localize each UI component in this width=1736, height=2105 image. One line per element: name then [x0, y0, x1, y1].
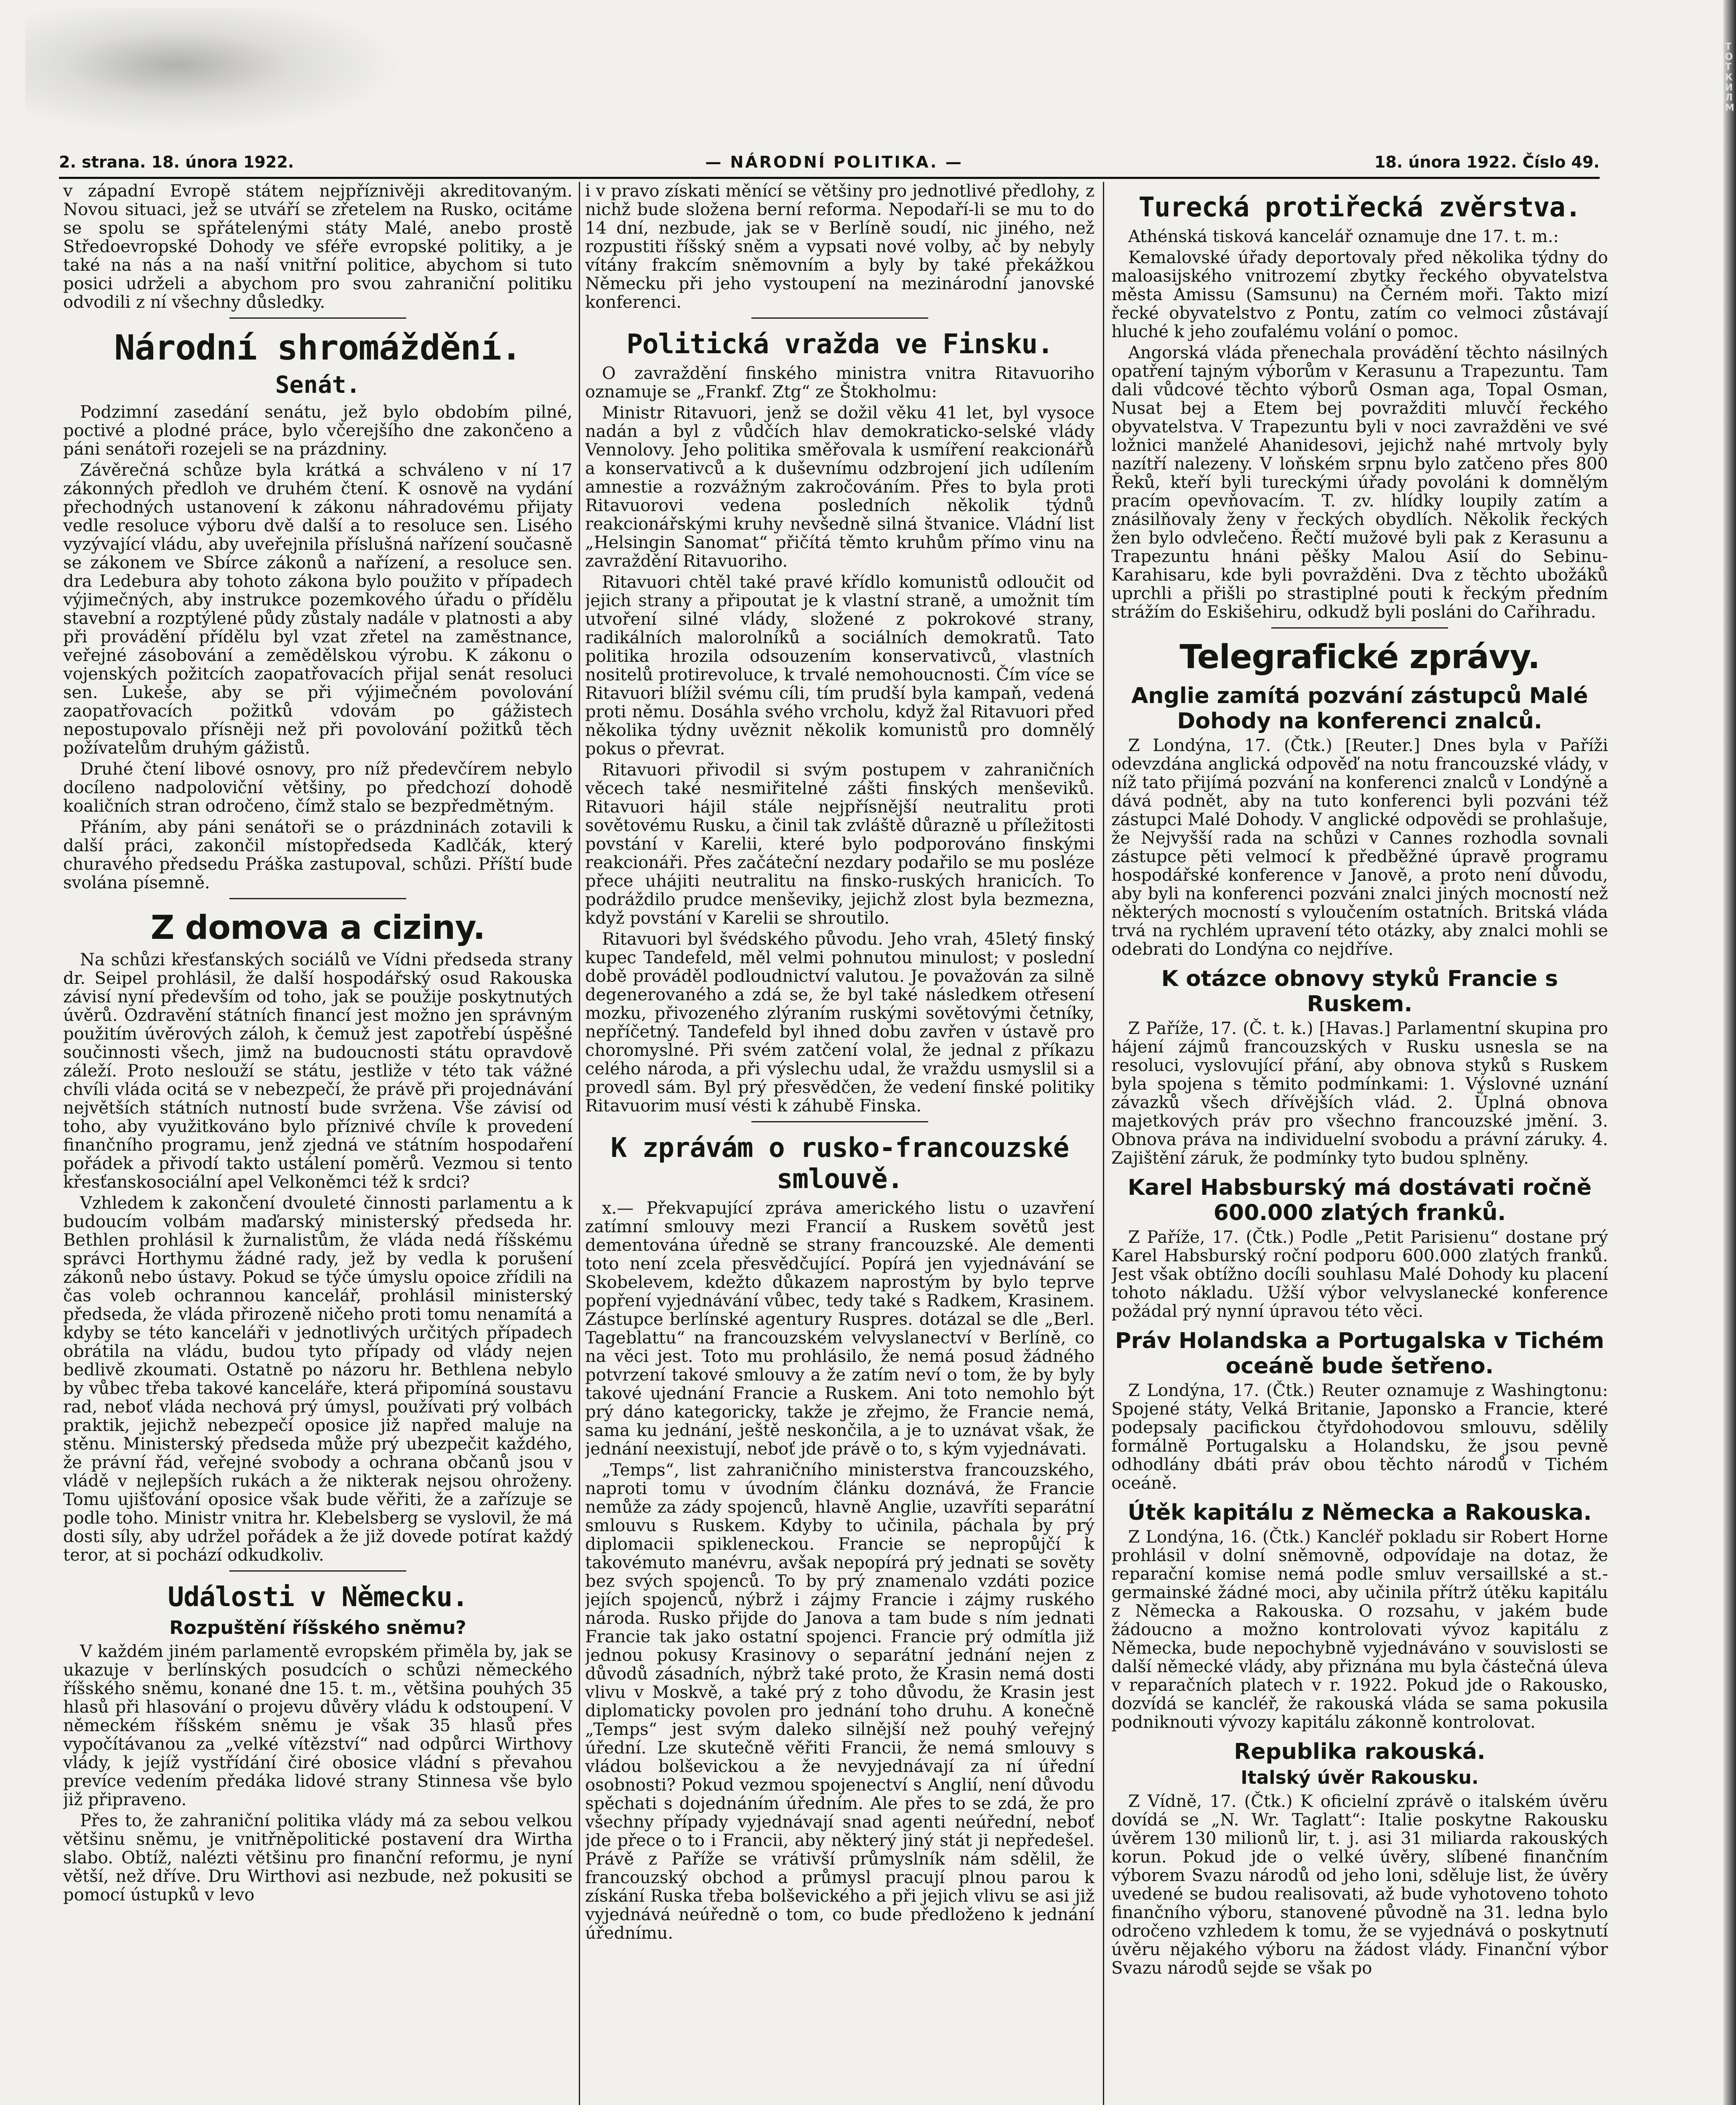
article-paragraph: i v pravo získati měnící se většiny pro jednotlivé předlohy, z nichž bude složena berní reforma. Nepodaří-li se mu to do 14 dní, nezbude, jak se v Berlíně soudí, nic jiného, než rozpustiti říšský sněm a vypsati nové volby, ač by nebyly vítány frakcím sněmovním a byly by také překážkou Německu při jeho vystoupení na mezinárodní janovské konferenci. — [585, 182, 1094, 312]
article-paragraph: Ritavuori byl švédského původu. Jeho vrah, 45letý finský kupec Tandefeld, měl velmi pohnutou minulost; v poslední době prováděl podloudnictví valutou. Je považován za silně degenerovaného a zdá se, že byl také následkem otřesení mozku, přivozeného zlýraním ruskými sovětovými četníky, nepříčetný. Tandefeld byl ihned dobu zavřen v ústavě pro choromyslné. Při svém zatčení volal, že jednal z příkazu celého národa, a při výslechu udal, že vraždu usmyslil si a provedl sám. Byl prý přesvědčen, že vedení finské politiky Ritavuorim musí vésti k záhubě Finska. — [585, 930, 1094, 1116]
article-paragraph: Na schůzi křesťanských sociálů ve Vídni předseda strany dr. Seipel prohlásil, že další hospodářský osud Rakouska závisí nyní především od toho, jak se použije poskytnutých úvěrů. Ozdravění státních financí jest možno jen správným použitím úvěrových záloh, k čemuž jest zapotřebí úspěšné součinnosti všech, jimž na budoucnosti státu opravdově záleží. Proto neslouží se státu, jestliže v této tak vážné chvíli vláda ocitá se v nebezpečí, že právě při projednávání největších státních nutností bude svržena. Vše závisí od toho, aby využitkováno bylo příznivé chvíle k provedení finančního programu, jenž zjedná ve státním hospodaření pořádek a přivodí takto ustálení poměrů. Vezmou si tento křesťanskosociální apel Velkoněmci též k srdci? — [63, 950, 572, 1192]
subheading: Rozpuštění říšského sněmu? — [169, 1617, 466, 1639]
column-3 — [1111, 182, 1608, 2105]
article-paragraph: Z Vídně, 17. (Čtk.) K oficielní zprávě o italském úvěru dovídá se „N. Wr. Taglatt“: Italie poskytne Rakousku úvěrem 130 milionů lir, t. j. asi 31 miliarda rakouských korun. Pokud jde o velké úvěry, slíbené finančním výborem Svazu národů od jeho loni, sděluje list, že úvěry uvedené se budou realisovati, až bude vyhotoveno tohoto finančního výboru, stanovené původně na 31. ledna bylo odročeno vzhledem k tomu, že se vyjednává o poskytnutí úvěru nějakého výboru na žádost vlády. Finanční výbor Svazu národů sejde se však po — [1111, 1792, 1608, 1978]
article-paragraph: Závěrečná schůze byla krátká a schváleno v ní 17 zákonných předloh ve druhém čtení. K osnově na vydání přechodných ustanovení k zákonu náhradovému přijaty vedle resoluce výboru dvě další a to resoluce sen. Lisého vyzývající vládu, aby uveřejnila příslušná nařízení současně se zákonem ve Sbírce zákonů a nařízení, a resoluce sen. dra Ledebura aby tohoto zákona bylo použito v případech výjimečných, aby instrukce pozemkového úřadu o přídělu stavební a rozptýlené půdy zůstaly nadále v platnosti a aby při provádění přídělu byl vzat zřetel na zaměstnance, veřejné zásobování a zemědělskou výrobu. K zákonu o vojenských požitcích zaopatřovacích přijal senát resoluci sen. Lukeše, aby se při výjimečném povolování zaopatřovacích požitků vdovám po gážistech nepostupovalo přísněji než při povolování požitků těch požívatelům druhým gážistů. — [63, 461, 572, 758]
article-paragraph: O zavraždění finského ministra vnitra Ritavuoriho oznamuje se „Frankf. Ztg“ ze Štokholmu: — [585, 364, 1094, 402]
divider — [751, 317, 928, 319]
header-right: 18. února 1922. Číslo 49. — [1374, 153, 1600, 171]
section-heading: Turecká protiřecká zvěrstva. — [1138, 192, 1581, 223]
page-edge — [1723, 0, 1736, 2105]
article-paragraph: Z Londýna, 17. (Čtk.) [Reuter.] Dnes byla v Paříži odevzdána anglická odpověď na notu francouzské vlády, v níž tato přijímá pozvání na konferenci znalců v Londýně a dává podnět, aby na tuto konferenci byli pozváni též zástupci Malé Dohody. V anglické odpovědi se prohlašuje, že Nejvyšší rada na schůzi v Cannes rozhodla sovnali zástupce pěti velmocí k předběžné úpravě programu hospodářské konference v Janově, a proto není důvodu, aby byli na konferenci pozváni znalci jiných mocností než některých mocností s vyloučením ostatních. Britská vláda trvá na rychlém upravení této otázky, aby znalci mohli se odebrati do Londýna co nejdříve. — [1111, 736, 1608, 959]
section-heading: Z domova a ciziny. — [150, 909, 485, 947]
article-paragraph: Druhé čtení libové osnovy, pro níž předevčírem nebylo docíleno nadpoloviční většiny, po předchozí dohodě koaličních stran odročeno, čímž stalo se bezpředmětným. — [63, 759, 572, 816]
column-divider — [1103, 182, 1104, 2105]
divider — [751, 1121, 928, 1122]
article-paragraph: Z Paříže, 17. (Čtk.) Podle „Petit Parisienu“ dostane prý Karel Habsburský roční podporu 600.000 zlatých franků. Jest však obtížno docíli souhlasu Malé Dohody ku placení tohoto nákladu. Užší výbor velvyslanecké konference požádal prý nynní úpravou této věci. — [1111, 1228, 1608, 1321]
article-paragraph: Přes to, že zahraniční politika vlády má za sebou velkou většinu sněmu, je vnitřněpolitické postavení dra Wirtha slabo. Obtíž, nalézti většinu pro finanční reformu, je nyní větší, než dříve. Dru Wirthovi asi nezbude, než pokusiti se pomocí ústupků v levo — [63, 1811, 572, 1905]
subheading: K otázce obnovy styků Francie s Ruskem. — [1161, 966, 1558, 1017]
article-paragraph: Z Paříže, 17. (Č. t. k.) [Havas.] Parlamentní skupina pro hájení zájmů francouzských v Rusku usnesla se na resoluci, vyslovující přání, aby obnova styků s Ruskem byla spojena s těmito podmínkami: 1. Výslovné uznání závazků všech dřívějších vlád. 2. Úplná obnova majetkových práv pro všechno francouzské jmění. 3. Obnova práva na individuelní svobodu a právní záruky. 4. Zajištění záruk, že podmínky tyto budou splněny. — [1111, 1019, 1608, 1168]
section-heading: Národní shromáždění. — [114, 328, 522, 368]
divider — [229, 317, 406, 319]
edge-text: ТОТКИЛМ — [1725, 42, 1734, 114]
subheading: Karel Habsburský má dostávati ročně 600.000 zlatých franků. — [1128, 1175, 1592, 1226]
section-heading: Politická vražda ve Finsku. — [626, 329, 1053, 360]
article-paragraph: Ritavuori přivodil si svým postupem v zahraničních věcech také nesmiřitelné zášti finských menševiků. Ritavuori hájil stále nejpřísnější neutralitu proti sovětovému Rusku, a činil tak zvláště důrazně u příležitosti povstání v Karelii, které bylo podporováno finskými reakcionáři. Přes začáteční nezdary podařilo se mu posléze přece uhájiti neutralitu na finsko-ruských hranicích. To podráždilo prudce menševiky, jejichž zlost byla bezmezna, když povstání v Karelii se shroutilo. — [585, 760, 1094, 928]
section-heading: Události v Německu. — [168, 1582, 468, 1613]
paper-stain — [25, 8, 404, 135]
article-paragraph: Přáním, aby páni senátoři se o prázdninách zotavili k další práci, zakončil místopředseda Kadlčák, který churavého předsedu Práška zastupoval, schůzi. Příští bude svolána písemně. — [63, 818, 572, 893]
article-paragraph: Podzimní zasedání senátu, jež bylo obdobím pilné, poctivé a plodné práce, bylo včerejšího dne zakončeno a páni senátoři rozejeli se na prázdniny. — [63, 402, 572, 459]
column-1 — [63, 182, 572, 2105]
section-heading: Telegrafické zprávy. — [1180, 638, 1540, 676]
section-heading: K zprávám o rusko-francouzské smlouvě. — [610, 1132, 1069, 1195]
page-header — [59, 149, 1600, 175]
column-2 — [585, 182, 1094, 2105]
column-divider — [579, 182, 580, 2105]
article-paragraph: Ritavuori chtěl také pravé křídlo komunistů odloučit od jejich strany a připoutat je k vlastní straně, a umožnit tím utvoření silné vlády, složené z pokrokové strany, radikálních malorolníků a sociálních demokratů. Tato politika hrozila odsouzením konservativců, vlastních nositelů protirevoluce, k trvalé nemohoucnosti. Čím více se Ritavuori blížil svému cíli, tím prudší byla kampaň, vedená proti němu. Dosáhla svého vrcholu, když žal Ritavuori před několika týdny uvěznit několik komunistů pro domnělý pokus o převrat. — [585, 573, 1094, 759]
subheading: Italský úvěr Rakousku. — [1241, 1767, 1479, 1788]
article-paragraph: Z Londýna, 16. (Čtk.) Kancléř pokladu sir Robert Horne prohlásil v dolní sněmovně, odpovídaje na dotaz, že reparační komise nemá podle smluv versaillské a st.-germainské žádné moci, aby učinila přítrž útěku kapitálu z Německa a Rakouska. O rozsahu, v jakém bude žádoucno a možno kontrolovati vývoz kapitálu z Německa, bude nepochybně vyjednáváno v souvislosti se další německé vlády, aby přiznána mu byla částečná úleva v reparačních platech v r. 1922. Pokud jde o Rakousko, dozvídá se kancléř, že rakouská vláda se sama pokusila podniknouti vývozy kapitálu zákonně kontrolovat. — [1111, 1527, 1608, 1732]
subheading: Senát. — [275, 371, 361, 399]
article-paragraph: Z Londýna, 17. (Čtk.) Reuter oznamuje z Washingtonu: Spojené státy, Velká Britanie, Japonsko a Francie, které podepsaly pacifickou čtyřdohodovou smlouvu, sdělily formálně Portugalsku a Holandsku, že jsou pevně odhodlány dbáti práv obou těchto národů v Tichém oceáně. — [1111, 1381, 1608, 1493]
article-paragraph: Ministr Ritavuori, jenž se dožil věku 41 let, byl vysoce nadán a byl z vůdčích hlav demokraticko-selské vlády Vennolovy. Jeho politika směřovala k usmíření reakcionářů a konservativců a k duševnímu odzbrojení jich udílením amnestie a rozvážným zakročováním. Přes to byla proti Ritavuorovi vedena posledních několik týdnů reakcionářskými kruhy nevšedně silná štvanice. Vládní list „Helsingin Sanomat“ přičítá těmto kruhům přímo vinu na zavraždění Ritavuoriho. — [585, 403, 1094, 571]
article-paragraph: Kemalovské úřady deportovaly před několika týdny do maloasijského vnitrozemí zbytky řeckého obyvatelstva města Amissu (Samsunu) na Černém moři. Takto mizí řecké obyvatelstvo z Pontu, zatím co velmoci zůstávají hluché k jeho zoufalému volání o pomoc. — [1111, 248, 1608, 341]
article-paragraph: Vzhledem k zakončení dvouleté činnosti parlamentu a k budoucím volbám maďarský ministerský předseda hr. Bethlen prohlásil k žurnalistům, že vláda nedá říšskému správci Horthymu žádné rady, jež by vedla k porušení zákonů nebo ústavy. Pokud se týče úmyslu opoice zřídili na čas voleb ochrannou kancelář, prohlásil ministerský předseda, že vláda přirozeně ničeho proti tomu nenamítá a kdyby se této kanceláři v jednotlivých určitých případech obrátila na vládu, budou tyto případy od vlády nejen bedlivě zkoumati. Ostatně po názoru hr. Bethlena nebylo by vůbec třeba takové kanceláře, která připomíná soustavu rad, neboť vláda nechová prý úmysl, používati prý volbách praktik, jejichž nebezpečí oposice již napřed maluje na stěnu. Ministerský předseda může prý ubezpečit každého, že právní řád, veřejné svobody a ochrana občanů jsou v vládě v nejlepších rukách a že nikterak nejsou ohroženy. Tomu ujišťování oposice však bude věřiti, že a zařízuje se podle toho. Ministr vnitra hr. Klebelsberg se vyslovil, že má dosti síly, aby udržel pořádek a že již dovede potírat každý teror, at si pochází odkudkoliv. — [63, 1194, 572, 1565]
divider — [229, 898, 406, 899]
header-rule — [59, 177, 1600, 179]
subheading: Anglie zamítá pozvání zástupců Malé Dohody na konferenci znalců. — [1131, 683, 1588, 734]
article-paragraph: V každém jiném parlamentě evropském přiměla by, jak se ukazuje v berlínských posudcích o schůzi německého říšského sněmu, konané dne 15. t. m., většina pouhých 35 hlasů při hlasování o projevu důvěry vládu k odstoupení. V německém říšském sněmu je však 35 hlasů přes vypočítávanou za „velké vítězství“ nad odpůrci Wirthovy vlády, k jejíž vystřídání čiré obosice vládní s převahou prevíce vedením předáka lidové strany Stinnesa vše bylo již připraveno. — [63, 1642, 572, 1809]
article-paragraph: Athénská tisková kancelář oznamuje dne 17. t. m.: — [1128, 227, 1559, 246]
article-paragraph: Angorská vláda přenechala provádění těchto násilných opatření tajným výborům v Kerasunu a Trapezuntu. Tam dali vůdcové těchto výborů Osman aga, Topal Osman, Nusat bej a Etem bej povražditi mluvčí řeckého obyvatelstva. V Trapezuntu byli v noci zavražděni ve své ložnici manželé Ahanidesovi, jejichž nahé mrtvoly byly nazítří nalezeny. V loňském srpnu bylo zatčeno přes 800 Řeků, kteří byli tureckými úřady povoláni k domnělým pracím opevňovacím. T. zv. hlídky loupily zatím a znásilňovaly ženy v řeckých obydlích. Několik řeckých žen bylo odvlečeno. Řečtí mužové byli pak z Kerasunu a Trapezuntu hnáni pěšky Malou Asií do Sebinu-Karahisaru, kde byli povražděni. Dva z těchto ubožáků uprchli a přišli po strastiplné pouti k řeckým předním strážím do Eskišehiru, odkudž byli posláni do Cařihradu. — [1111, 343, 1608, 622]
header-left: 2. strana. 18. února 1922. — [59, 153, 294, 171]
divider — [1271, 627, 1448, 629]
subheading: Útěk kapitálu z Německa a Rakouska. — [1127, 1500, 1592, 1525]
subheading: Práv Holandska a Portugalska v Tichém oceáně bude šetřeno. — [1115, 1328, 1604, 1379]
subheading: Republika rakouská. — [1234, 1739, 1486, 1764]
article-paragraph: „Temps“, list zahraničního ministerstva francouzského, naproti tomu v úvodním článku doznává, že Francie nemůže za zády spojenců, hlavně Anglie, uzavříti separátní smlouvu s Ruskem. Kdyby to učinila, páchala by prý diplomacii spikleneckou. Francie se nepropůjčí k takovémuto manévru, avšak nepopírá prý jednati se sověty bez svých spojenců. To by prý znamenalo vzdáti pozice jejích spojenců, nýbrž i zájmy Francie i zájmy ruského národa. Rusko přijde do Janova a tam bude s ním jednati Francie tak jako ostatní spojenci. Francie prý odmítla již jednou pokusy Krasinovy o separátní jednání nejen z důvodů zásadních, nýbrž také proto, že Krasin nemá dosti vlivu v Moskvě, a také prý z toho důvodu, že Krasin jest diplomaticky povolen pro jednání toho druhu. A konečně „Temps“ jest svým daleko silnější než pouhý veřejný úřední. Lze skutečně věřiti Francii, že nemá smlouvy s vládou bolševickou a že nevyjednávají za ní úřední osobnosti? Pokud vezmou spojenectví s Anglií, není důvodu spěchati s dojednáním úředním. Ale přes to se zdá, že pro všechny případy vyjednávají snad agenti neúřední, neboť jde přece o to i Francii, aby některý jiný stát ji nepředešel. Právě z Paříže se vrátivší průmyslník nám sdělil, že francouzský obchod a průmysl pracují plnou parou k získání Ruska třeba bolševického a při jejich vlivu se asi již vyjednává neúředně o tom, co bude předloženo k jednání úřednímu. — [585, 1460, 1094, 1943]
article-paragraph: x.— Překvapující zpráva amerického listu o uzavření zatímní smlouvy mezi Francií a Ruskem sovětů jest dementována úředně se strany francouzské. Ale dementi toto není zcela přesvědčující. Popírá jen vyjednávání se Skobelevem, kdežto důkazem naprostým by bylo teprve popření vyjednávání vůbec, tedy také s Radkem, Krasinem. Zástupce berlínské agentury Ruspres. dotázal se dle „Berl. Tageblattu“ na francouzském velvyslanectví v Berlíně, co na věci jest. Toto mu prohlásilo, že nemá posud žádného potvrzení takové smlouvy a že zatím neví o tom, že by byly takové ujednání Francie a Ruskem. Ani toto nemohlo být prý dáno kategoricky, takže je zřejmo, že Francie nemá, sama ku jednání, ještě neskončila, a je to uznávat však, že jednání neexistují, neboť jde právě o to, s kým vyjednávati. — [585, 1199, 1094, 1459]
article-paragraph: v západní Evropě státem nejpříznivěji akreditovaným. Novou situaci, jež se utváří se zřetelem na Rusko, ocitáme se spolu se spřátelenými státy Malé, anebo prostě Středoevropské Dohody ve sféře evropské politiky, a je také na nás a na naší vnitřní politice, abychom si tuto posici udrželi a abychom pro svou zahraniční politiku odvodili z ní všechny důsledky. — [63, 182, 572, 312]
divider — [229, 1570, 406, 1572]
masthead: — NÁRODNÍ POLITIKA. — — [705, 153, 963, 171]
